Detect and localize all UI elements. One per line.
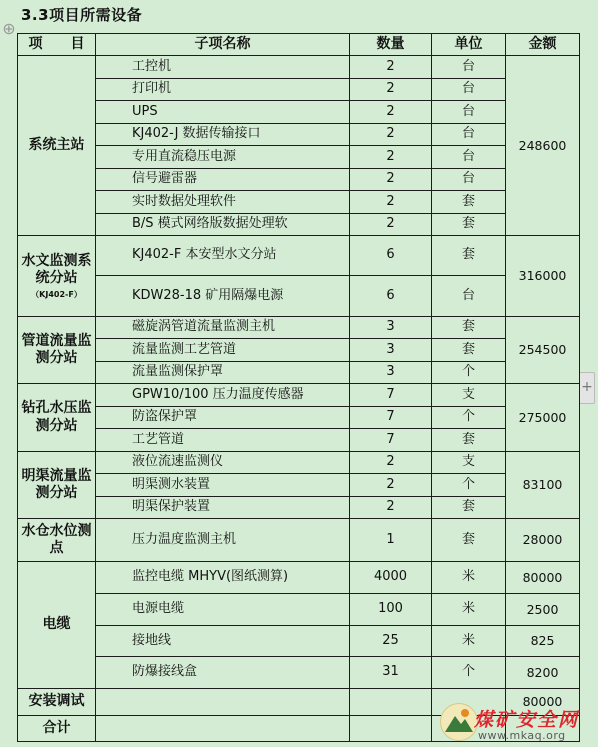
group-amount: 316000 <box>506 236 580 317</box>
item-qty: 2 <box>350 56 432 79</box>
group-label: 管道流量监测分站 <box>18 317 96 384</box>
item-qty: 2 <box>350 169 432 191</box>
item-qty: 3 <box>350 339 432 362</box>
table-row <box>18 657 580 689</box>
item-unit: 台 <box>432 56 506 79</box>
item-name: GPW10/100 压力温度传感器 <box>96 384 350 407</box>
item-name: 明渠保护装置 <box>96 497 350 519</box>
header-row <box>18 34 580 56</box>
item-unit: 套 <box>432 236 506 276</box>
item-name: 接地线 <box>96 626 350 657</box>
item-qty: 1 <box>350 519 432 562</box>
group-amount: 83100 <box>506 452 580 519</box>
item-qty: 3 <box>350 362 432 384</box>
table-row <box>18 407 580 429</box>
item-name: 专用直流稳压电源 <box>96 146 350 169</box>
item-qty: 2 <box>350 452 432 474</box>
item-qty: 2 <box>350 101 432 124</box>
item-unit: 套 <box>432 339 506 362</box>
item-amount: 80000 <box>506 562 580 594</box>
item-unit: 套 <box>432 191 506 214</box>
item-unit: 个 <box>432 657 506 689</box>
group-label: 水仓水位测点 <box>18 519 96 562</box>
table-row <box>18 124 580 146</box>
item-name: 明渠测水装置 <box>96 474 350 497</box>
table-row <box>18 562 580 594</box>
item-qty: 2 <box>350 474 432 497</box>
item-qty: 2 <box>350 124 432 146</box>
group-amount: 80000 <box>506 689 580 716</box>
item-name: KJ402-F 本安型水文分站 <box>96 236 350 276</box>
item-unit: 套 <box>432 429 506 452</box>
header-project: 项 目 <box>18 34 96 56</box>
item-name: 流量监测保护罩 <box>96 362 350 384</box>
table-row <box>18 519 580 562</box>
item-qty: 25 <box>350 626 432 657</box>
group-amount: 28000 <box>506 519 580 562</box>
header-amount: 金额 <box>506 34 580 56</box>
item-name: 流量监测工艺管道 <box>96 339 350 362</box>
table-row <box>18 236 580 276</box>
table-row <box>18 214 580 236</box>
item-qty <box>350 689 432 716</box>
item-unit: 套 <box>432 519 506 562</box>
item-qty: 7 <box>350 429 432 452</box>
item-name: 防盗保护罩 <box>96 407 350 429</box>
item-name: KDW28-18 矿用隔爆电源 <box>96 276 350 317</box>
group-amount: 248600 <box>506 56 580 236</box>
item-qty: 2 <box>350 191 432 214</box>
table-row <box>18 339 580 362</box>
item-amount: 825 <box>506 626 580 657</box>
item-unit: 台 <box>432 276 506 317</box>
item-unit: 台 <box>432 101 506 124</box>
table-row <box>18 276 580 317</box>
item-unit: 米 <box>432 594 506 626</box>
watermark-text: 煤矿安全网 <box>474 709 580 731</box>
item-unit: 米 <box>432 562 506 594</box>
item-name: 工控机 <box>96 56 350 79</box>
item-qty: 7 <box>350 407 432 429</box>
group-label: 系统主站 <box>18 56 96 236</box>
group-label: 合计 <box>18 716 96 742</box>
item-name: 信号避雷器 <box>96 169 350 191</box>
item-name: 磁旋涡管道流量监测主机 <box>96 317 350 339</box>
header-name: 子项名称 <box>96 34 350 56</box>
item-unit: 套 <box>432 214 506 236</box>
item-qty: 7 <box>350 384 432 407</box>
table-row <box>18 101 580 124</box>
group-label: 明渠流量监测分站 <box>18 452 96 519</box>
item-name: 防爆接线盒 <box>96 657 350 689</box>
header-unit: 单位 <box>432 34 506 56</box>
equipment-table <box>17 33 580 742</box>
item-unit: 套 <box>432 497 506 519</box>
group-label-main: 水文监测系统分站 <box>21 252 92 286</box>
item-qty: 6 <box>350 236 432 276</box>
item-unit: 台 <box>432 146 506 169</box>
item-amount: 8200 <box>506 657 580 689</box>
table-row <box>18 626 580 657</box>
item-name <box>96 689 350 716</box>
item-qty: 3 <box>350 317 432 339</box>
section-heading: 3.3项目所需设备 <box>21 6 143 24</box>
item-name: 工艺管道 <box>96 429 350 452</box>
header-qty: 数量 <box>350 34 432 56</box>
table-row <box>18 169 580 191</box>
item-name: UPS <box>96 101 350 124</box>
table-row <box>18 191 580 214</box>
table-row <box>18 56 580 79</box>
item-name <box>96 716 350 742</box>
table-row <box>18 362 580 384</box>
item-unit: 台 <box>432 124 506 146</box>
item-name: KJ402-J 数据传输接口 <box>96 124 350 146</box>
table-row <box>18 317 580 339</box>
group-amount: 254500 <box>506 317 580 384</box>
item-name: 实时数据处理软件 <box>96 191 350 214</box>
table-row <box>18 146 580 169</box>
table-row <box>18 384 580 407</box>
logo-mountain-icon <box>440 703 478 741</box>
move-handle-icon[interactable]: ⊕ <box>2 19 16 38</box>
group-label <box>18 236 96 317</box>
item-name: 打印机 <box>96 79 350 101</box>
item-qty: 4000 <box>350 562 432 594</box>
item-unit: 套 <box>432 317 506 339</box>
group-label: 安装调试 <box>18 689 96 716</box>
group-label-sub: （KJ402-F） <box>31 289 82 299</box>
table-row <box>18 594 580 626</box>
group-amount: 275000 <box>506 384 580 452</box>
item-name: 液位流速监测仪 <box>96 452 350 474</box>
item-unit: 个 <box>432 362 506 384</box>
item-amount: 2500 <box>506 594 580 626</box>
item-name: 压力温度监测主机 <box>96 519 350 562</box>
item-qty <box>350 716 432 742</box>
item-unit: 米 <box>432 626 506 657</box>
table-row <box>18 429 580 452</box>
watermark-url: www.mkaq.org <box>478 729 566 742</box>
item-qty: 31 <box>350 657 432 689</box>
item-name: B/S 模式网络版数据处理软 <box>96 214 350 236</box>
expand-icon[interactable]: + <box>579 372 595 404</box>
table-row <box>18 474 580 497</box>
item-name: 电源电缆 <box>96 594 350 626</box>
table-row <box>18 79 580 101</box>
item-unit: 支 <box>432 384 506 407</box>
table-row <box>18 452 580 474</box>
item-name: 监控电缆 MHYV(图纸测算) <box>96 562 350 594</box>
table-row <box>18 497 580 519</box>
item-qty: 2 <box>350 497 432 519</box>
item-unit: 个 <box>432 407 506 429</box>
item-qty: 2 <box>350 146 432 169</box>
watermark-logo <box>438 702 596 745</box>
item-qty: 2 <box>350 79 432 101</box>
item-unit: 台 <box>432 169 506 191</box>
item-unit: 台 <box>432 79 506 101</box>
item-unit: 个 <box>432 474 506 497</box>
group-label: 电缆 <box>18 562 96 689</box>
group-label: 钻孔水压监测分站 <box>18 384 96 452</box>
item-qty: 6 <box>350 276 432 317</box>
item-qty: 100 <box>350 594 432 626</box>
item-qty: 2 <box>350 214 432 236</box>
item-unit: 支 <box>432 452 506 474</box>
